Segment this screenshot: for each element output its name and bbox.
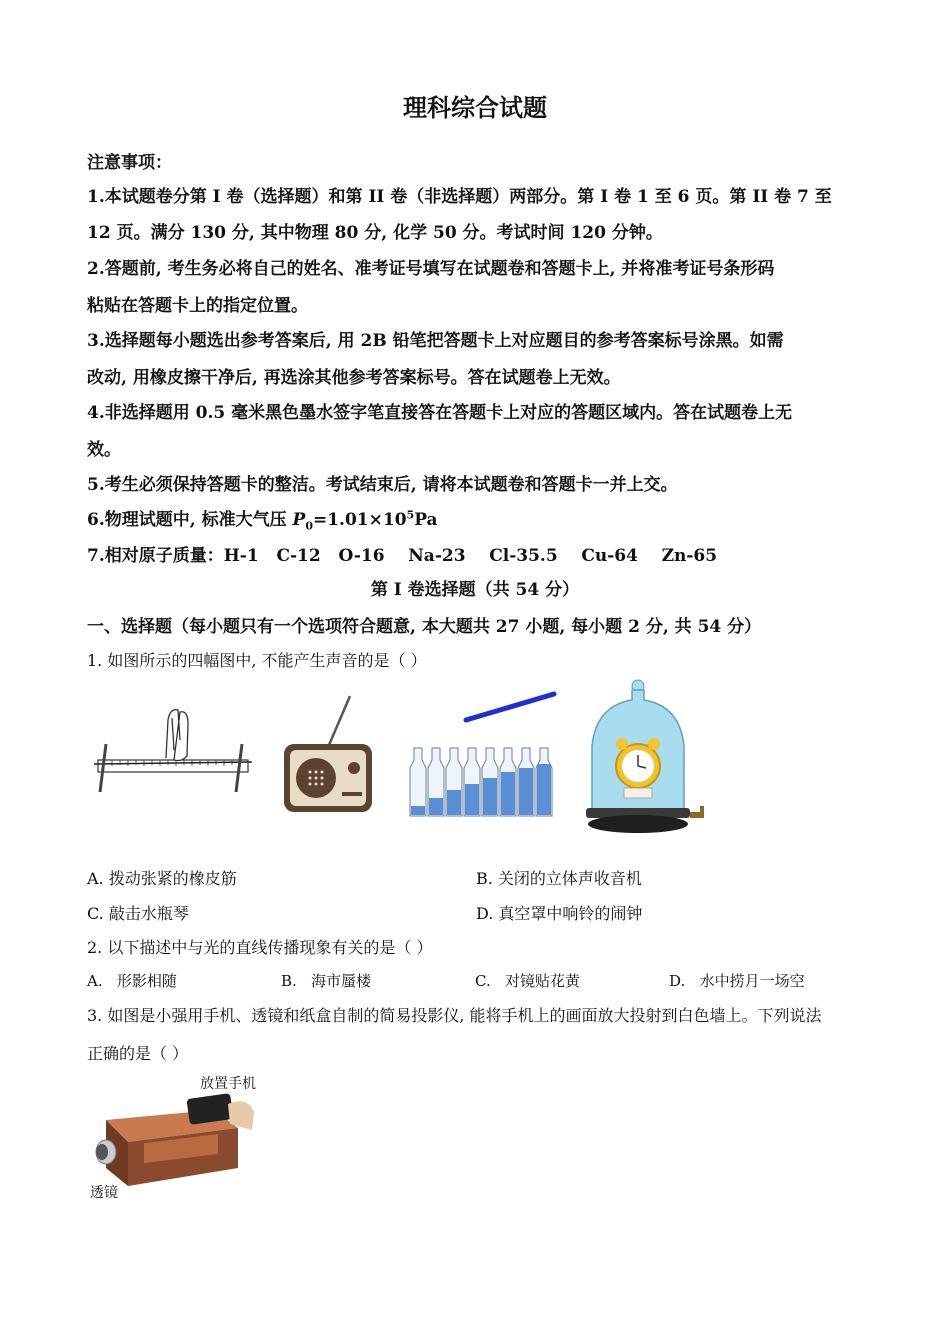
q2-option-a: A. 形影相随 bbox=[87, 972, 177, 990]
q2-option-d: D. 水中捞月一场空 bbox=[669, 972, 805, 990]
bell-jar-figure bbox=[580, 676, 712, 838]
notice-line-6: 6.物理试题中, 标准大气压 $P_0=1.01\times 10^5Pa$ bbox=[87, 508, 438, 533]
notice-line: 效。 bbox=[87, 440, 121, 460]
q1-option-d: D. 真空罩中响铃的闹钟 bbox=[476, 904, 643, 923]
notice-line: 4.非选择题用 0.5 毫米黑色墨水签字笔直接答在答题卡上对应的答题区域内。答在试题卷上无 bbox=[87, 403, 793, 423]
projector-figure bbox=[88, 1090, 258, 1188]
q3-stem-line2: 正确的是（ ） bbox=[87, 1044, 189, 1063]
q1-option-a: A. 拨动张紧的橡皮筋 bbox=[87, 869, 237, 888]
label-phone: 放置手机 bbox=[200, 1076, 256, 1092]
radio-figure bbox=[280, 690, 376, 818]
rubber-band-figure bbox=[92, 700, 254, 800]
notice-line: 12 页。满分 130 分, 其中物理 80 分, 化学 50 分。考试时间 120 分钟。 bbox=[87, 223, 663, 243]
notice-line-7: 7.相对原子质量：H-1 C-12 O-16 Na-23 Cl-35.5 Cu-64 Zn-65 bbox=[87, 546, 718, 566]
notice-line: 改动, 用橡皮擦干净后, 再选涂其他参考答案标号。答在试题卷上无效。 bbox=[87, 368, 621, 388]
notice-line: 1.本试题卷分第 I 卷（选择题）和第 II 卷（非选择题）两部分。第 I 卷 1 至 6 页。第 II 卷 7 至 bbox=[87, 187, 832, 207]
q1-option-c: C. 敲击水瓶琴 bbox=[87, 904, 189, 923]
notice-heading: 注意事项： bbox=[87, 153, 172, 173]
q2-stem: 2. 以下描述中与光的直线传播现象有关的是（ ） bbox=[87, 938, 433, 957]
notice-line: 2.答题前, 考生务必将自己的姓名、准考证号填写在试题卷和答题卡上, 并将准考证号条形码 bbox=[87, 259, 775, 279]
notice-line: 粘贴在答题卡上的指定位置。 bbox=[87, 296, 308, 316]
water-bottles-figure bbox=[408, 688, 558, 820]
q1-stem: 1. 如图所示的四幅图中, 不能产生声音的是（ ） bbox=[87, 651, 427, 670]
q2-option-b: B. 海市蜃楼 bbox=[281, 972, 372, 990]
part1-title: 第 I 卷选择题（共 54 分） bbox=[370, 580, 580, 600]
notice-line: 5.考生必须保持答题卡的整洁。考试结束后, 请将本试题卷和答题卡一并上交。 bbox=[87, 475, 678, 495]
q1-option-b: B. 关闭的立体声收音机 bbox=[476, 869, 642, 888]
q2-option-c: C. 对镜贴花黄 bbox=[475, 972, 581, 990]
q3-stem-line1: 3. 如图是小强用手机、透镜和纸盒自制的简易投影仪, 能将手机上的画面放大投射到白色墙上。下列说法 bbox=[87, 1006, 822, 1025]
page-title: 理科综合试题 bbox=[403, 93, 547, 122]
label-lens: 透镜 bbox=[90, 1185, 118, 1201]
section1-title: 一、选择题（每小题只有一个选项符合题意, 本大题共 27 小题, 每小题 2 分, 共 54 分） bbox=[87, 617, 762, 637]
notice-line: 3.选择题每小题选出参考答案后, 用 2B 铅笔把答题卡上对应题目的参考答案标号涂黑。如需 bbox=[87, 331, 784, 351]
